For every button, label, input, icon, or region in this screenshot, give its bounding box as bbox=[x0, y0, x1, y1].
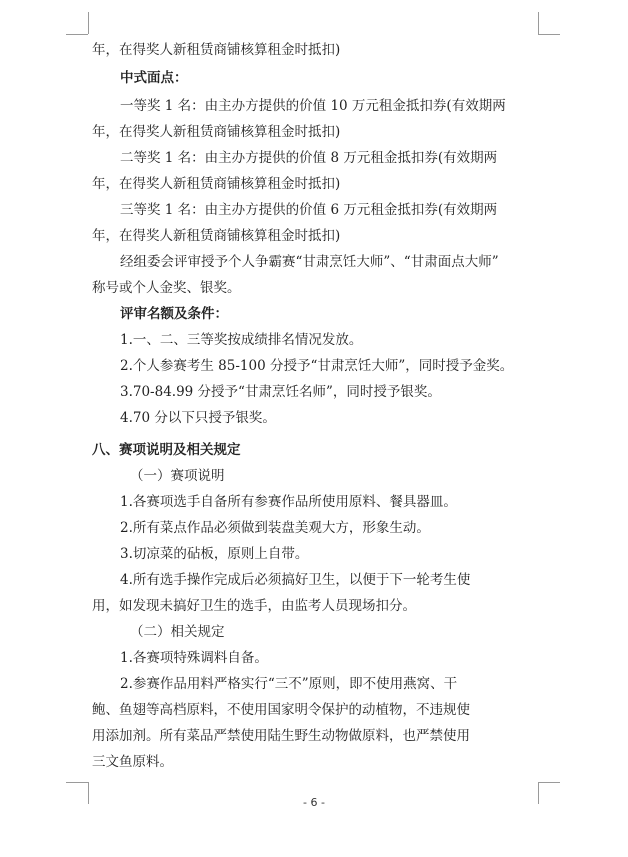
text-line: 年，在得奖人新租赁商铺核算租金时抵扣) bbox=[92, 42, 341, 58]
text-line: 4.所有选手操作完成后必须搞好卫生，以便于下一轮考生使 bbox=[120, 572, 471, 588]
text-line: 4.70 分以下只授予银奖。 bbox=[120, 410, 276, 426]
text-line: 称号或个人金奖、银奖。 bbox=[92, 280, 241, 296]
text-line: 3.切凉菜的砧板，原则上自带。 bbox=[120, 546, 309, 562]
text-line: 用添加剂。所有菜品严禁使用陆生野生动物做原料，也严禁使用 bbox=[92, 728, 470, 744]
crop-mark-top-left-h bbox=[66, 34, 88, 35]
text-line: 1.一、二、三等奖按成绩排名情况发放。 bbox=[120, 332, 363, 348]
crop-mark-bottom-left-h bbox=[66, 782, 88, 783]
subsection-heading: （一）赛项说明 bbox=[130, 468, 225, 484]
text-line: 年，在得奖人新租赁商铺核算租金时抵扣) bbox=[92, 228, 341, 244]
text-line: 三等奖 1 名：由主办方提供的价值 6 万元租金抵扣券(有效期两 bbox=[120, 202, 498, 218]
crop-mark-top-right-h bbox=[538, 34, 560, 35]
text-line: 1.各赛项选手自备所有参赛作品所使用原料、餐具器皿。 bbox=[120, 494, 457, 510]
text-line: 三文鱼原料。 bbox=[92, 754, 173, 770]
crop-mark-top-right-v bbox=[538, 12, 539, 34]
text-line: 年，在得奖人新租赁商铺核算租金时抵扣) bbox=[92, 176, 341, 192]
subsection-heading: （二）相关规定 bbox=[130, 624, 225, 640]
section-heading-rules: 八、赛项说明及相关规定 bbox=[92, 442, 241, 458]
text-line: 2.参赛作品用料严格实行“三不”原则，即不使用燕窝、干 bbox=[120, 676, 458, 692]
text-line: 鲍、鱼翅等高档原料，不使用国家明令保护的动植物，不违规使 bbox=[92, 702, 470, 718]
text-line: 2.个人参赛考生 85-100 分授予“甘肃烹饪大师”，同时授予金奖。 bbox=[120, 358, 514, 374]
text-line: 3.70-84.99 分授予“甘肃烹饪名师”，同时授予银奖。 bbox=[120, 384, 441, 400]
section-heading-pastry: 中式面点： bbox=[120, 70, 188, 86]
text-line: 2.所有菜点作品必须做到装盘美观大方，形象生动。 bbox=[120, 520, 430, 536]
text-line: 1.各赛项特殊调料自备。 bbox=[120, 650, 268, 666]
text-line: 经组委会评审授予个人争霸赛“甘肃烹饪大师”、“甘肃面点大师” bbox=[120, 254, 499, 270]
text-line: 用，如发现未搞好卫生的选手，由监考人员现场扣分。 bbox=[92, 598, 416, 614]
text-line: 一等奖 1 名：由主办方提供的价值 10 万元租金抵扣券(有效期两 bbox=[120, 98, 506, 114]
page-number: - 6 - bbox=[303, 796, 325, 809]
section-heading-criteria: 评审名额及条件： bbox=[120, 306, 228, 322]
crop-mark-bottom-right-h bbox=[538, 782, 560, 783]
text-line: 二等奖 1 名：由主办方提供的价值 8 万元租金抵扣券(有效期两 bbox=[120, 150, 498, 166]
crop-mark-top-left-v bbox=[88, 12, 89, 34]
text-line: 年，在得奖人新租赁商铺核算租金时抵扣) bbox=[92, 124, 341, 140]
